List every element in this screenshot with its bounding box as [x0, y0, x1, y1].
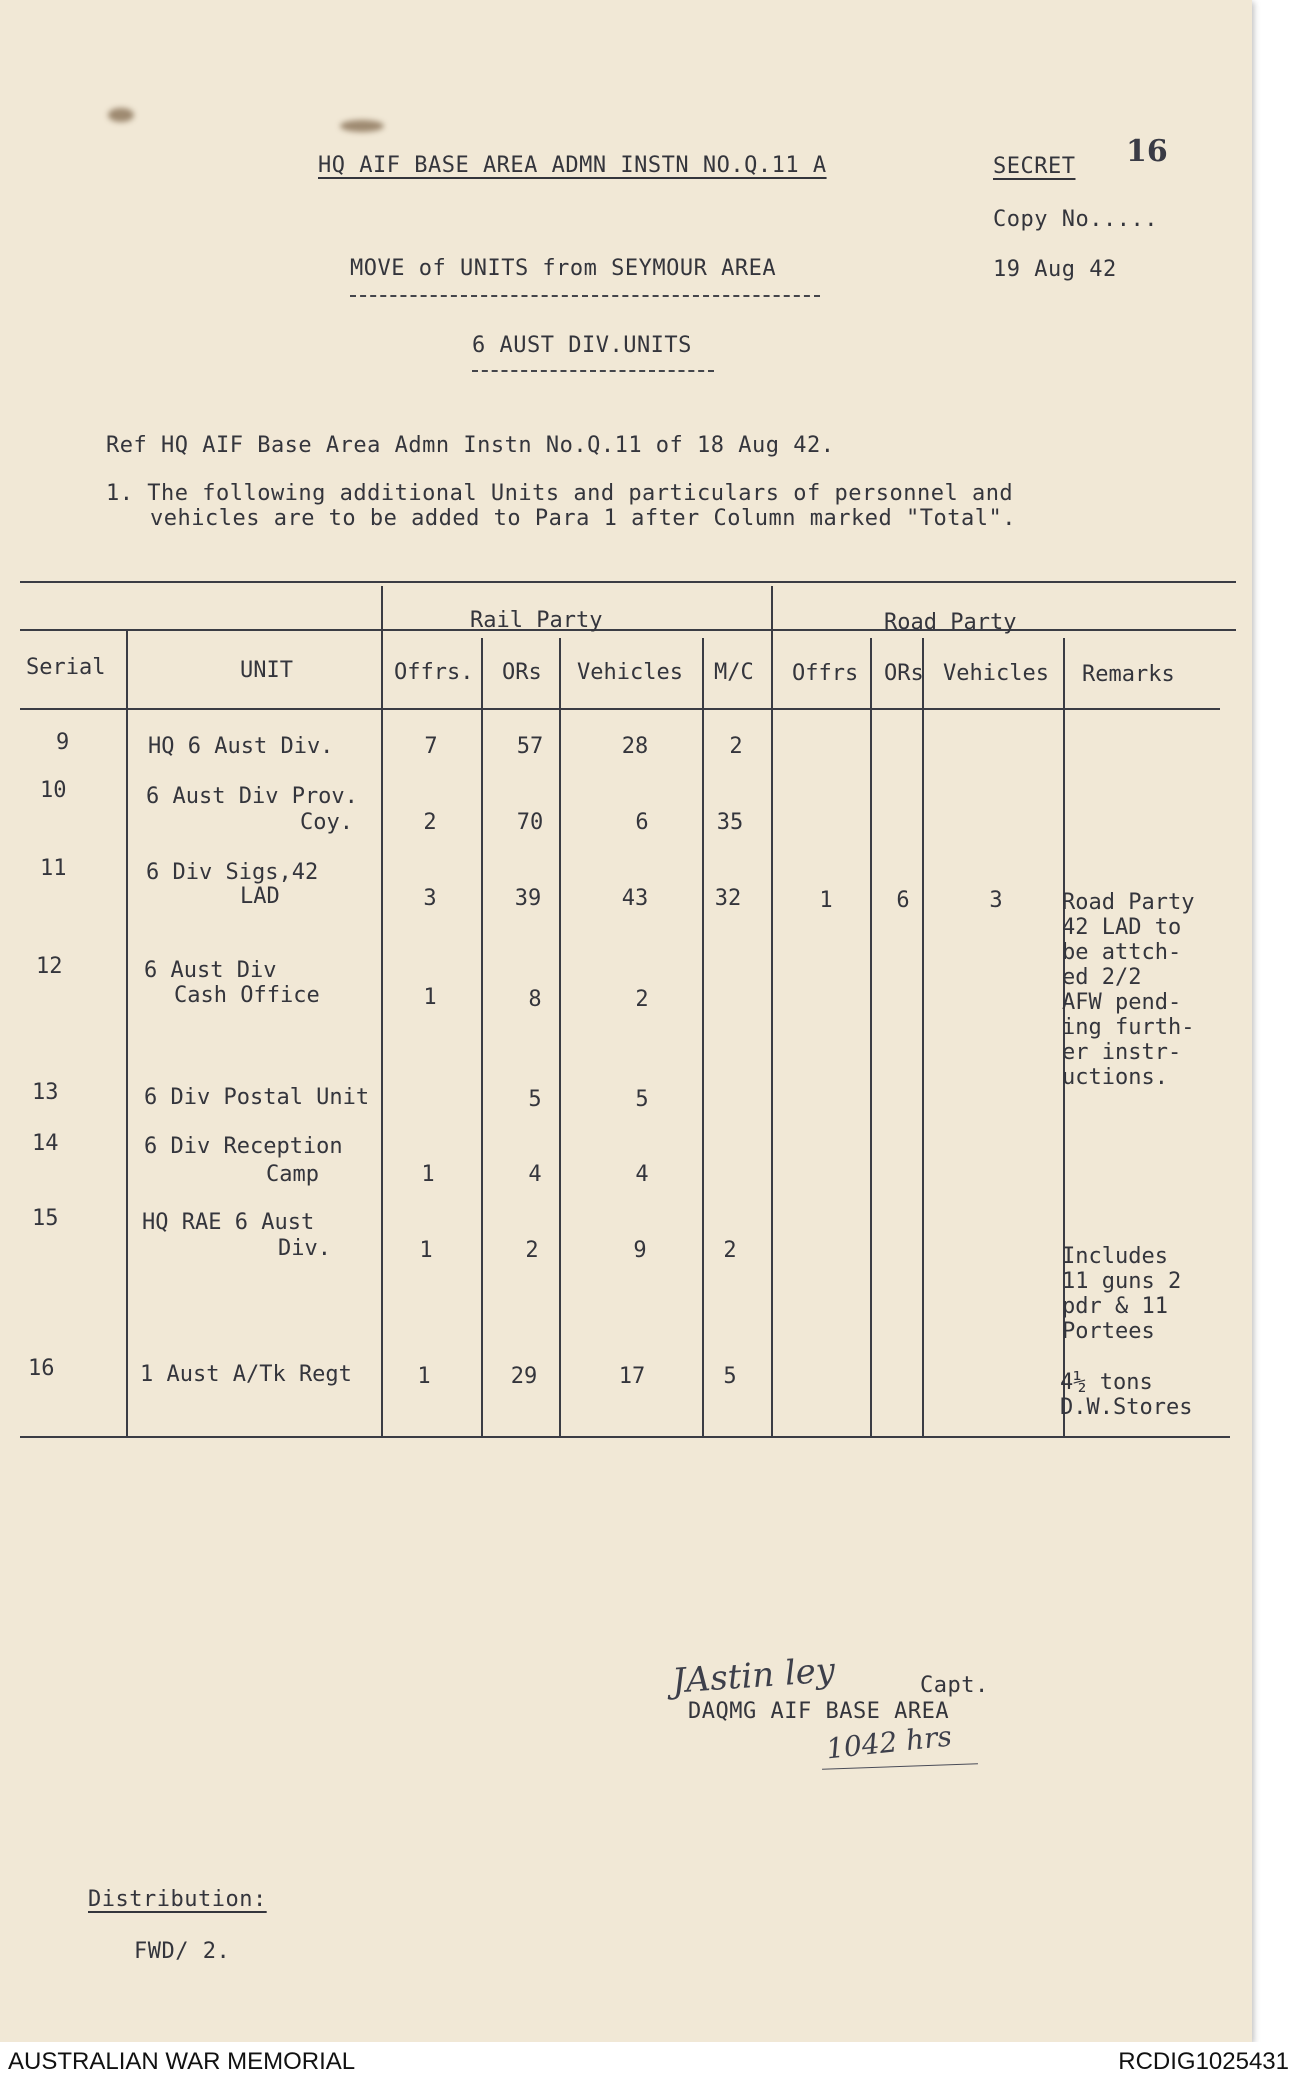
remark-line: pdr & 11: [1062, 1294, 1168, 1319]
table-rule: [702, 638, 704, 1437]
remark-line: uctions.: [1062, 1065, 1168, 1090]
table-row-unit: 6 Aust Div: [144, 958, 277, 983]
table-cell-rail-ors: 70: [516, 810, 544, 835]
paragraph-1-line-2: vehicles are to be added to Para 1 after Column marked "Total".: [150, 506, 1016, 531]
table-row-unit: 1 Aust A/Tk Regt: [140, 1362, 352, 1387]
table-cell-rail-vehicles: 6: [635, 810, 649, 835]
table-cell-rail-ors: 5: [528, 1087, 542, 1112]
subject-line: MOVE of UNITS from SEYMOUR AREA: [350, 256, 777, 281]
col-header-unit: UNIT: [240, 658, 293, 683]
table-rule: [20, 708, 1220, 710]
reference-line: Ref HQ AIF Base Area Admn Instn No.Q.11 of 18 Aug 42.: [106, 433, 835, 458]
table-row-serial: 16: [28, 1356, 55, 1381]
col-header-serial: Serial: [26, 655, 106, 680]
table-row-unit-line2: Cash Office: [174, 983, 320, 1008]
paper-stain: [108, 108, 134, 122]
table-row-unit: 6 Div Reception: [144, 1134, 343, 1159]
col-header-rail-offrs: Offrs.: [394, 660, 474, 685]
document-date: 19 Aug 42: [993, 257, 1117, 282]
table-row-serial: 13: [32, 1080, 59, 1105]
remark-line: er instr-: [1062, 1040, 1182, 1065]
col-header-road-vehicles: Vehicles: [943, 661, 1049, 686]
table-rule: [922, 638, 924, 1437]
signature-rank: Capt.: [920, 1673, 989, 1698]
table-cell-rail-mc: 2: [729, 734, 743, 759]
classification-label: SECRET: [993, 154, 1076, 179]
table-row-unit-line2: Camp: [266, 1162, 319, 1187]
col-header-rail-mc: M/C: [714, 660, 754, 685]
table-row-serial: 14: [32, 1131, 59, 1156]
col-header-road-offrs: Offrs: [792, 661, 859, 686]
remark-line: ing furth-: [1062, 1015, 1195, 1040]
col-header-rail-vehicles: Vehicles: [577, 660, 683, 685]
table-cell-rail-mc: 5: [723, 1364, 737, 1389]
table-rule: [381, 586, 383, 1437]
table-cell-road-ors: 6: [896, 888, 910, 913]
remark-line: 11 guns 2: [1062, 1269, 1182, 1294]
table-rule: [20, 1436, 1230, 1438]
table-cell-rail-offrs: 1: [419, 1238, 433, 1263]
table-row-unit: 6 Div Postal Unit: [144, 1085, 370, 1110]
table-cell-rail-ors: 57: [516, 734, 544, 759]
remarks-stores: [1060, 1370, 1192, 1420]
paragraph-1-line-1: 1. The following additional Units and particulars of personnel and: [106, 481, 1014, 506]
table-cell-rail-offrs: 3: [423, 886, 437, 911]
table-cell-rail-ors: 29: [510, 1364, 538, 1389]
document-title: HQ AIF BASE AREA ADMN INSTN NO.Q.11 A: [318, 153, 827, 178]
copy-number: Copy No.....: [993, 207, 1158, 232]
remark-line: be attch-: [1062, 940, 1182, 965]
table-cell-rail-offrs: 7: [424, 734, 438, 759]
table-cell-rail-offrs: 2: [423, 810, 437, 835]
table-row-unit-line2: Coy.: [300, 810, 353, 835]
remark-line: 42 LAD to: [1062, 915, 1182, 940]
remarks-road-party: [1062, 890, 1194, 1090]
footer-institution: AUSTRALIAN WAR MEMORIAL: [8, 2048, 356, 2075]
col-header-remarks: Remarks: [1082, 662, 1175, 687]
table-rule: [771, 586, 773, 1437]
handwritten-time-note: 1042 hrs: [824, 1719, 954, 1766]
table-cell-rail-offrs: 1: [423, 985, 437, 1010]
table-row-unit-line2: Div.: [278, 1236, 331, 1261]
table-cell-rail-ors: 39: [514, 886, 542, 911]
table-row-unit: HQ 6 Aust Div.: [148, 734, 334, 759]
remark-line: AFW pend-: [1062, 990, 1182, 1015]
distribution-item: FWD/ 2.: [134, 1939, 231, 1964]
paper-stain: [340, 120, 384, 132]
table-cell-rail-ors: 2: [525, 1238, 539, 1263]
table-cell-rail-offrs: 1: [417, 1364, 431, 1389]
table-cell-rail-vehicles: 2: [635, 987, 649, 1012]
table-row-unit: 6 Div Sigs,42: [146, 860, 319, 885]
remark-line: ed 2/2: [1062, 965, 1142, 990]
table-rule: [481, 638, 483, 1437]
table-cell-rail-ors: 8: [528, 987, 542, 1012]
table-cell-rail-vehicles: 4: [635, 1162, 649, 1187]
table-cell-rail-vehicles: 9: [633, 1238, 647, 1263]
remark-line: Portees: [1062, 1319, 1155, 1344]
table-row-serial: 9: [56, 730, 70, 755]
distribution-label: Distribution:: [88, 1887, 267, 1912]
signature-appointment: DAQMG AIF BASE AREA: [688, 1699, 950, 1724]
table-cell-road-offrs: 1: [819, 888, 833, 913]
table-row-serial: 15: [32, 1206, 59, 1231]
remark-line: D.W.Stores: [1060, 1395, 1193, 1420]
table-cell-rail-mc: 32: [714, 886, 742, 911]
table-rule: [126, 629, 128, 1437]
table-row-serial: 11: [40, 856, 67, 881]
subject-underline: [350, 295, 820, 297]
signature-underline: [822, 1763, 978, 1769]
table-row-serial: 10: [40, 778, 67, 803]
table-row-serial: 12: [36, 954, 63, 979]
table-cell-rail-mc: 35: [716, 810, 744, 835]
table-rule: [20, 581, 1236, 583]
rail-party-header: Rail Party: [470, 608, 603, 633]
remark-line: Road Party: [1062, 890, 1195, 915]
archive-footer: [0, 2042, 1299, 2081]
handwritten-signature: JAstin ley: [670, 1650, 837, 1702]
table-cell-rail-vehicles: 28: [621, 734, 649, 759]
table-cell-rail-ors: 4: [528, 1162, 542, 1187]
table-rule: [20, 629, 1236, 631]
table-rule: [870, 638, 872, 1437]
road-party-header: Road Party: [884, 610, 1017, 635]
remarks-includes: [1062, 1244, 1181, 1344]
remark-line: 4½ tons: [1060, 1370, 1153, 1395]
remark-line: Includes: [1062, 1244, 1168, 1269]
table-row-unit-line2: LAD: [240, 884, 280, 909]
col-header-rail-ors: ORs: [502, 660, 542, 685]
table-row-unit: HQ RAE 6 Aust: [142, 1210, 315, 1235]
col-header-road-ors: ORs: [884, 661, 924, 686]
table-cell-road-vehicles: 3: [989, 888, 1003, 913]
table-row-unit: 6 Aust Div Prov.: [146, 784, 358, 809]
subtitle-underline: [472, 370, 714, 372]
page-number: 16: [1126, 134, 1168, 169]
table-cell-rail-mc: 2: [723, 1238, 737, 1263]
table-cell-rail-vehicles: 43: [621, 886, 649, 911]
table-cell-rail-vehicles: 5: [635, 1087, 649, 1112]
subtitle: 6 AUST DIV.UNITS: [472, 333, 692, 358]
table-cell-rail-vehicles: 17: [618, 1364, 646, 1389]
footer-catalogue-id: RCDIG1025431: [1118, 2048, 1289, 2075]
table-cell-rail-offrs: 1: [421, 1162, 435, 1187]
